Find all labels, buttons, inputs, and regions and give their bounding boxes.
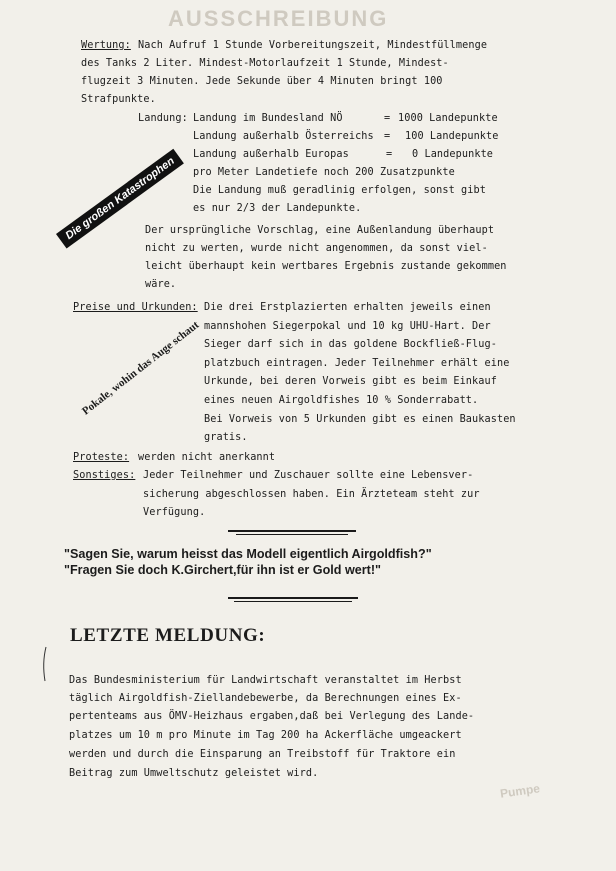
separator-rule-top [228, 530, 356, 532]
landung-row-1-sep: = [384, 113, 391, 124]
wertung-line-3: flugzeit 3 Minuten. Jede Sekunde über 4 Minuten bringt 100 [81, 76, 443, 87]
preise-line-4: Urkunde, bei deren Vorweis gibt es beim Einkauf [204, 376, 497, 387]
meldung-line-1: Das Bundesministerium für Landwirtschaft veranstaltet im Herbst [69, 675, 462, 686]
pokale-slogan: Pokale, wohin das Auge schaut [80, 318, 202, 418]
quote-line-1: "Sagen Sie, warum heisst das Modell eigentlich Airgoldfish?" [64, 547, 432, 561]
meldung-line-5: werden und durch die Einsparung an Treibstoff für Traktore ein [69, 749, 456, 760]
preise-line-3: platzbuch eintragen. Jeder Teilnehmer erhält eine [204, 358, 510, 369]
landung-extra-1: pro Meter Landetiefe noch 200 Zusatzpunkte [193, 167, 455, 178]
pen-mark-icon [40, 645, 50, 685]
landung-row-3-text: Landung außerhalb Europas [193, 149, 349, 160]
landung-note-3: leicht überhaupt kein wertbares Ergebnis zustande gekommen [145, 261, 507, 272]
preise-line-1: mannshohen Siegerpokal und 10 kg UHU-Hart. Der [204, 321, 491, 332]
meldung-line-2: täglich Airgoldfish-Ziellandebewerbe, da Berechnungen eines Ex- [69, 693, 462, 704]
wertung-line-4: Strafpunkte. [81, 94, 156, 105]
landung-row-3-value: 0 Landepunkte [412, 149, 494, 160]
meldung-line-6: Beitrag zum Umweltschutz geleistet wird. [69, 768, 319, 779]
separator-rule-top-under [236, 534, 348, 535]
landung-row-1-text: Landung im Bundesland NÖ [193, 113, 343, 124]
landung-extra-3: es nur 2/3 der Landepunkte. [193, 203, 362, 214]
landung-note-1: Der ursprüngliche Vorschlag, eine Außenlandung überhaupt [145, 225, 495, 236]
preise-line-6: Bei Vorweis von 5 Urkunden gibt es einen Baukasten [204, 414, 516, 425]
sonstiges-line-3: Verfügung. [143, 507, 206, 518]
preise-line-5: eines neuen Airgoldfishes 10 % Sonderrabatt. [204, 395, 479, 406]
landung-row-2-text: Landung außerhalb Österreichs [193, 131, 374, 142]
sonstiges-line-1: Jeder Teilnehmer und Zuschauer sollte eine Lebensver- [143, 470, 474, 481]
wertung-line-1: Nach Aufruf 1 Stunde Vorbereitungszeit, Mindestfüllmenge [138, 40, 488, 51]
katastrophen-banner: Die großen Katastrophen [56, 149, 184, 249]
landung-note-4: wäre. [145, 279, 177, 290]
sonstiges-label: Sonstiges: [73, 470, 136, 481]
landung-row-3-sep: = [386, 149, 393, 160]
wertung-line-2: des Tanks 2 Liter. Mindest-Motorlaufzeit 1 Stunde, Mindest- [81, 58, 449, 69]
proteste-text: werden nicht anerkannt [138, 452, 276, 463]
preise-first-line: Die drei Erstplazierten erhalten jeweils einen [204, 302, 491, 313]
separator-rule-bottom-under [234, 601, 352, 602]
landung-row-2-value: 100 Landepunkte [405, 131, 499, 142]
ghost-side-word: Pumpe [499, 781, 541, 801]
landung-extra-2: Die Landung muß geradlinig erfolgen, sonst gibt [193, 185, 486, 196]
ghost-heading: AUSSCHREIBUNG [168, 6, 389, 31]
quote-line-2: "Fragen Sie doch K.Girchert,für ihn ist er Gold wert!" [64, 563, 382, 577]
landung-note-2: nicht zu werten, wurde nicht angenommen, da sonst viel- [145, 243, 488, 254]
landung-label: Landung: [138, 113, 188, 124]
preise-label: Preise und Urkunden: [73, 302, 198, 313]
wertung-label: Wertung: [81, 40, 131, 51]
meldung-line-3: pertenteams aus ÖMV-Heizhaus ergaben,daß bei Verlegung des Lande- [69, 711, 475, 722]
sonstiges-line-2: sicherung abgeschlossen haben. Ein Ärzteteam steht zur [143, 489, 480, 500]
preise-line-2: Sieger darf sich in das goldene Bockfließ-Flug- [204, 339, 497, 350]
landung-row-2-sep: = [384, 131, 391, 142]
proteste-label: Proteste: [73, 452, 130, 463]
meldung-line-4: platzes um 10 m pro Minute im Tag 200 ha Ackerfläche umgeackert [69, 730, 462, 741]
letzte-meldung-headline: LETZTE MELDUNG: [70, 625, 266, 646]
separator-rule-bottom [228, 597, 358, 599]
landung-row-1-value: 1000 Landepunkte [398, 113, 498, 124]
preise-line-7: gratis. [204, 432, 248, 443]
